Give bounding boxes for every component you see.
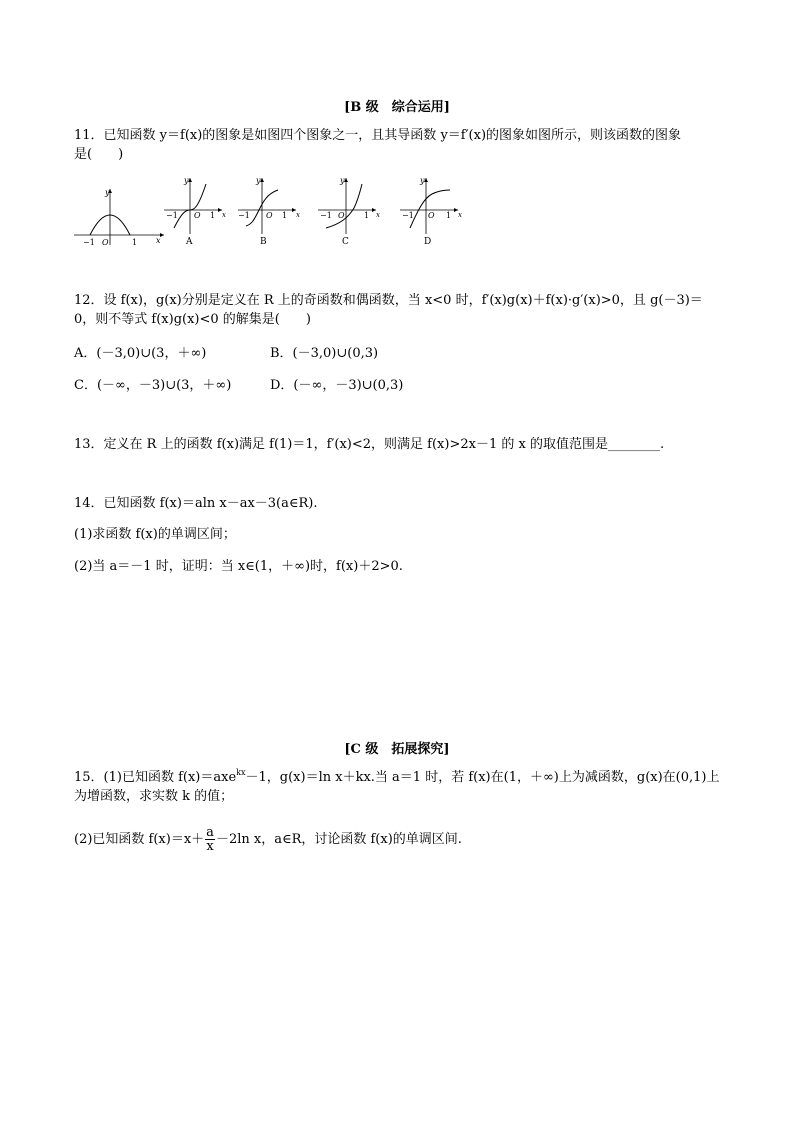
- q12-text-line1: 12．设 f(x)，g(x)分别是定义在 R 上的奇函数和偶函数，当 x<0 时，f′(x)g(x)＋f(x)·g′(x)>0，且 g(－3)＝: [74, 293, 703, 308]
- curve: [410, 190, 450, 228]
- q11-text-line1: 11．已知函数 y＝f(x)的图象是如图四个图象之一，且其导函数 y＝f′(x)的图象如图所示，则该函数的图象: [74, 128, 682, 143]
- one-label: 1: [132, 238, 138, 247]
- one-label: 1: [210, 211, 216, 220]
- minus-one-label: −1: [83, 238, 95, 247]
- q14-part2: (2)当 a＝－1 时，证明：当 x∈(1，＋∞)时，f(x)＋2>0.: [74, 559, 403, 574]
- option-label: A: [186, 237, 193, 247]
- option-label: B: [260, 237, 267, 247]
- y-label: y: [340, 176, 345, 185]
- q11-option-d-graph: [396, 172, 466, 247]
- origin-label: O: [194, 211, 201, 220]
- minus-one-label: −1: [402, 211, 414, 220]
- q15-exponent: kx: [236, 768, 246, 777]
- origin-label: O: [338, 211, 345, 220]
- q15-text-line1: [74, 769, 719, 787]
- y-label: y: [105, 188, 110, 197]
- q15-line1-part-a: 15．(1)已知函数 f(x)＝axe: [74, 770, 237, 785]
- q15-part2: [74, 820, 462, 860]
- x-label: x: [222, 211, 226, 219]
- fraction-denominator: x: [206, 839, 214, 854]
- x-label: x: [376, 211, 380, 219]
- q12-text-line2: 0，则不等式 f(x)g(x)<0 的解集是( ): [74, 312, 311, 327]
- q12-option-d: D．(－∞，－3)∪(0,3): [270, 378, 404, 393]
- section-c-heading: [C 级 拓展探究]: [344, 742, 450, 757]
- q12-option-c: C．(－∞，－3)∪(3，＋∞): [74, 378, 232, 393]
- q11-derivative-graph: [72, 185, 167, 250]
- q15-part2-b: －2ln x，a∈R，讨论函数 f(x)的单调区间.: [215, 832, 462, 847]
- q11-option-c-graph: [314, 172, 384, 247]
- y-label: y: [420, 176, 425, 185]
- q15-text-line2: 为增函数，求实数 k 的值；: [74, 789, 234, 804]
- origin-label: O: [102, 238, 109, 247]
- q11-text-line2: 是( ): [74, 147, 124, 162]
- option-label: C: [342, 237, 349, 247]
- x-label: x: [458, 211, 462, 219]
- x-label: x: [156, 236, 161, 245]
- origin-label: O: [428, 211, 435, 220]
- minus-one-label: −1: [320, 211, 332, 220]
- q12-option-b: B．(－3,0)∪(0,3): [270, 346, 379, 361]
- curve: [326, 184, 362, 228]
- origin-label: O: [266, 211, 273, 220]
- one-label: 1: [282, 211, 288, 220]
- q15-part2-a: (2)已知函数 f(x)＝x＋: [74, 832, 205, 847]
- minus-one-label: −1: [238, 211, 250, 220]
- q12-option-a: A．(－3,0)∪(3，＋∞): [74, 346, 207, 361]
- fraction-numerator: a: [206, 825, 214, 840]
- q15-fraction: [205, 826, 215, 853]
- q11-option-a-graph: [160, 172, 230, 247]
- q14-text: 14．已知函数 f(x)＝aln x－ax－3(a∈R).: [74, 496, 318, 511]
- one-label: 1: [446, 211, 452, 220]
- section-b-heading: [B 级 综合运用]: [344, 100, 450, 115]
- x-label: x: [296, 211, 300, 219]
- option-label: D: [424, 237, 432, 247]
- q13-text: 13．定义在 R 上的函数 f(x)满足 f(1)＝1，f′(x)<2，则满足 f(x)>2x－1 的 x 的取值范围是________.: [74, 437, 665, 452]
- minus-one-label: −1: [166, 211, 178, 220]
- q11-option-b-graph: [234, 172, 304, 247]
- q14-part1: (1)求函数 f(x)的单调区间；: [74, 527, 236, 542]
- q15-line1-part-b: －1，g(x)＝ln x＋kx.当 a＝1 时，若 f(x)在(1，＋∞)上为减函数，g(x)在(0,1)上: [245, 770, 720, 785]
- y-label: y: [184, 176, 189, 185]
- y-label: y: [256, 176, 261, 185]
- one-label: 1: [364, 211, 370, 220]
